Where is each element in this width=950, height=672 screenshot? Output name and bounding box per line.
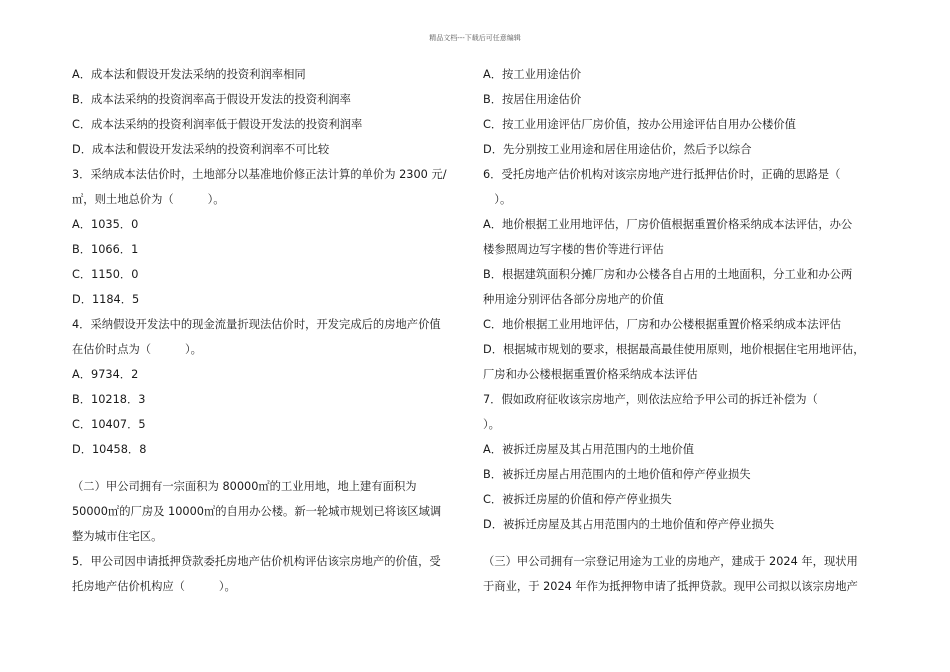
text-line: 50000㎡的厂房及 10000㎡的自用办公楼。新一轮城市规划已将该区域调	[72, 505, 442, 518]
text-line: （三）甲公司拥有一宗登记用途为工业的房地产，建成于 2024 年，现状用	[483, 555, 858, 568]
text-line: B．10218．3	[72, 393, 146, 406]
text-line: D．成本法和假设开发法采纳的投资利润率不可比较	[72, 143, 330, 156]
text-line: D．先分别按工业用途和居住用途估价，然后予以综合	[483, 143, 752, 156]
text-line: B．1066．1	[72, 243, 139, 256]
text-line: D．根据城市规划的要求，根据最高最佳使用原则，地价根据住宅用地评估，	[483, 343, 865, 356]
text-line: A．被拆迁房屋及其占用范围内的土地价值	[483, 443, 695, 456]
right-column	[483, 62, 883, 599]
text-line: 6．受托房地产估价机构对该宗房地产进行抵押估价时，正确的思路是（	[483, 168, 841, 181]
page-header: 精品文档---下载后可任意编辑	[429, 34, 521, 42]
text-line: C．被拆迁房屋的价值和停产停业损失	[483, 493, 672, 506]
text-line: B．被拆迁房屋占用范围内的土地价值和停产停业损失	[483, 468, 751, 481]
left-column	[72, 62, 467, 599]
text-line: 种用途分别评估各部分房地产的价值	[483, 293, 664, 306]
text-line: 4．采纳假设开发法中的现金流量折现法估价时，开发完成后的房地产价值	[72, 318, 441, 331]
text-line: ）。	[483, 418, 500, 431]
text-line: （二）甲公司拥有一宗面积为 80000㎡的工业用地，地上建有面积为	[72, 480, 417, 493]
text-line: B．根据建筑面积分摊厂房和办公楼各自占用的土地面积，分工业和办公两	[483, 268, 853, 281]
text-line: B．成本法采纳的投资润率高于假设开发法的投资利润率	[72, 93, 351, 106]
text-line: A．1035．0	[72, 218, 139, 231]
text-line: 3．采纳成本法估价时，土地部分以基准地价修正法计算的单价为 2300 元/	[72, 168, 447, 181]
text-line: 5．甲公司因申请抵押贷款委托房地产估价机构评估该宗房地产的价值，受	[72, 555, 441, 568]
text-line: D．1184．5	[72, 293, 140, 306]
paragraph-gap	[483, 537, 883, 549]
text-line: C．按工业用途评估厂房价值，按办公用途评估自用办公楼价值	[483, 118, 796, 131]
text-line: ）。	[483, 193, 512, 206]
text-line: A．9734．2	[72, 368, 139, 381]
text-line: D．被拆迁房屋及其占用范围内的土地价值和停产停业损失	[483, 518, 775, 531]
text-line: ㎡，则土地总价为（ ）。	[72, 193, 225, 206]
text-line: A．成本法和假设开发法采纳的投资利润率相同	[72, 68, 306, 81]
text-line: C．10407．5	[72, 418, 146, 431]
text-line: 在估价时点为（ ）。	[72, 343, 202, 356]
text-line: 整为城市住宅区。	[72, 530, 163, 543]
text-line: B．按居住用途估价	[483, 93, 582, 106]
text-line: A．按工业用途估价	[483, 68, 582, 81]
text-line: 托房地产估价机构应（ ）。	[72, 580, 236, 593]
text-line: 7．假如政府征收该宗房地产，则依法应给予甲公司的拆迁补偿为（	[483, 393, 818, 406]
text-line: C．1150．0	[72, 268, 139, 281]
text-line: C．成本法采纳的投资利润率低于假设开发法的投资利润率	[72, 118, 363, 131]
text-line: 楼参照周边写字楼的售价等进行评估	[483, 243, 664, 256]
text-line: C．地价根据工业用地评估，厂房和办公楼根据重置价格采纳成本法评估	[483, 318, 842, 331]
text-line: 于商业，于 2024 年作为抵押物申请了抵押贷款。现甲公司拟以该宗房地产	[483, 580, 858, 593]
text-line: A．地价根据工业用地评估，厂房价值根据重置价格采纳成本法评估，办公	[483, 218, 853, 231]
text-line: 厂房和办公楼根据重置价格采纳成本法评估	[483, 368, 698, 381]
text-line: D．10458．8	[72, 443, 147, 456]
paragraph-gap	[72, 462, 467, 474]
